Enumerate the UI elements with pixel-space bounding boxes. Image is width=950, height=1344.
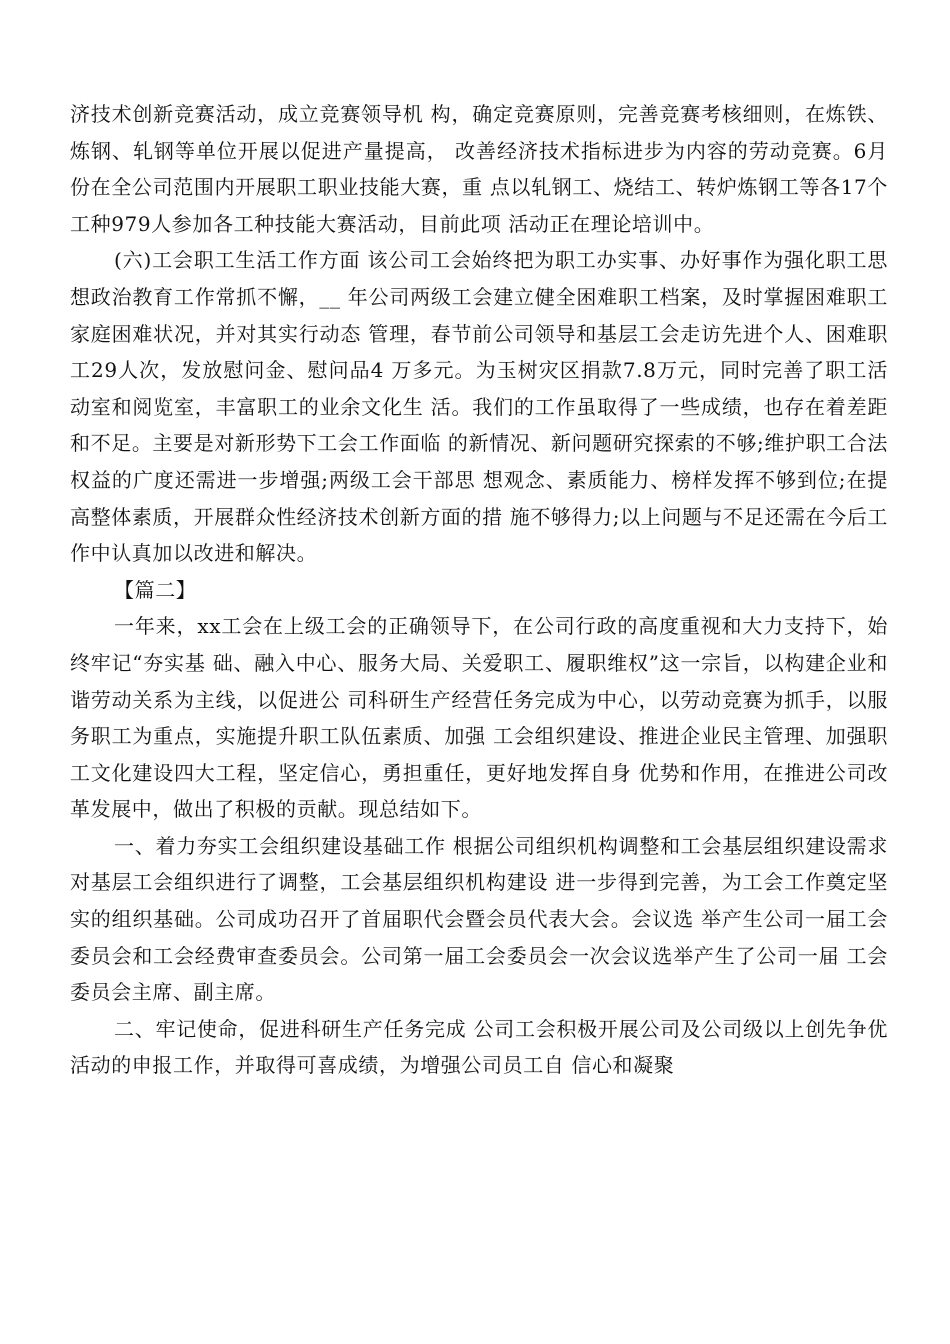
paragraph-part-two-intro: 一年来，xx工会在上级工会的正确领导下，在公司行政的高度重视和大力支持下，始终牢记“夯实基 础、融入中心、服务大局、关爱职工、履职维权”这一宗旨，以构建企业和谐劳动关系为主线，以促进公 司科研生产经营任务完成为中心，以劳动竞赛为抓手，以服务职工为重点，实施提升职工队伍素质、加强 工会组织建设、推进企业民主管理、加强职工文化建设四大工程，坚定信心，勇担重任，更好地发挥自身 优势和作用，在推进公司改革发展中，做出了积极的贡献。现总结如下。 [70,614,888,822]
paragraph-section-six-worker-life: (六)工会职工生活工作方面 该公司工会始终把为职工办实事、办好事作为强化职工思想政治教育工作常抓不懈，__ 年公司两级工会建立健全困难职工档案，及时掌握困难职工家庭困难状况，并对其实行动态 管理，春节前公司领导和基层工会走访先进个人、困难职工29人次，发放慰问金、慰问品4 万多元。为玉树灾区捐款7.8万元，同时完善了职工活动室和阅览室，丰富职工的业余文化生 活。我们的工作虽取得了一些成绩，也存在着差距和不足。主要是对新形势下工会工作面临 的新情况、新问题研究探索的不够;维护职工合法权益的广度还需进一步增强;两级工会干部思 想观念、素质能力、榜样发挥不够到位;在提高整体素质，开展群众性经济技术创新方面的措 施不够得力;以上问题与不足还需在今后工作中认真加以改进和解决。 [70,248,888,566]
paragraph-organization-building: 一、着力夯实工会组织建设基础工作 根据公司组织机构调整和工会基层组织建设需求对基层工会组织进行了调整，工会基层组织机构建设 进一步得到完善，为工会工作奠定坚实的组织基础。公司成功召开了首届职代会暨会员代表大会。会议选 举产生公司一届工会委员会和工会经费审查委员会。公司第一届工会委员会一次会议选举产生了公司一届 工会委员会主席、副主席。 [70,833,888,1005]
paragraph-continued-competition: 济技术创新竞赛活动，成立竞赛领导机 构，确定竞赛原则，完善竞赛考核细则，在炼铁、炼钢、轧钢等单位开展以促进产量提高， 改善经济技术指标进步为内容的劳动竞赛。6月份在全公司范围内开展职工职业技能大赛，重 点以轧钢工、烧结工、转炉炼钢工等各17个工种979人参加各工种技能大赛活动，目前此项 活动正在理论培训中。 [70,102,888,236]
section-heading-part-two: 【篇二】 [114,577,197,602]
document-page [70,96,888,1084]
paragraph-mission-research-production: 二、牢记使命，促进科研生产任务完成 公司工会积极开展公司及公司级以上创先争优活动的申报工作，并取得可喜成绩，为增强公司员工自 信心和凝聚 [70,1016,888,1078]
